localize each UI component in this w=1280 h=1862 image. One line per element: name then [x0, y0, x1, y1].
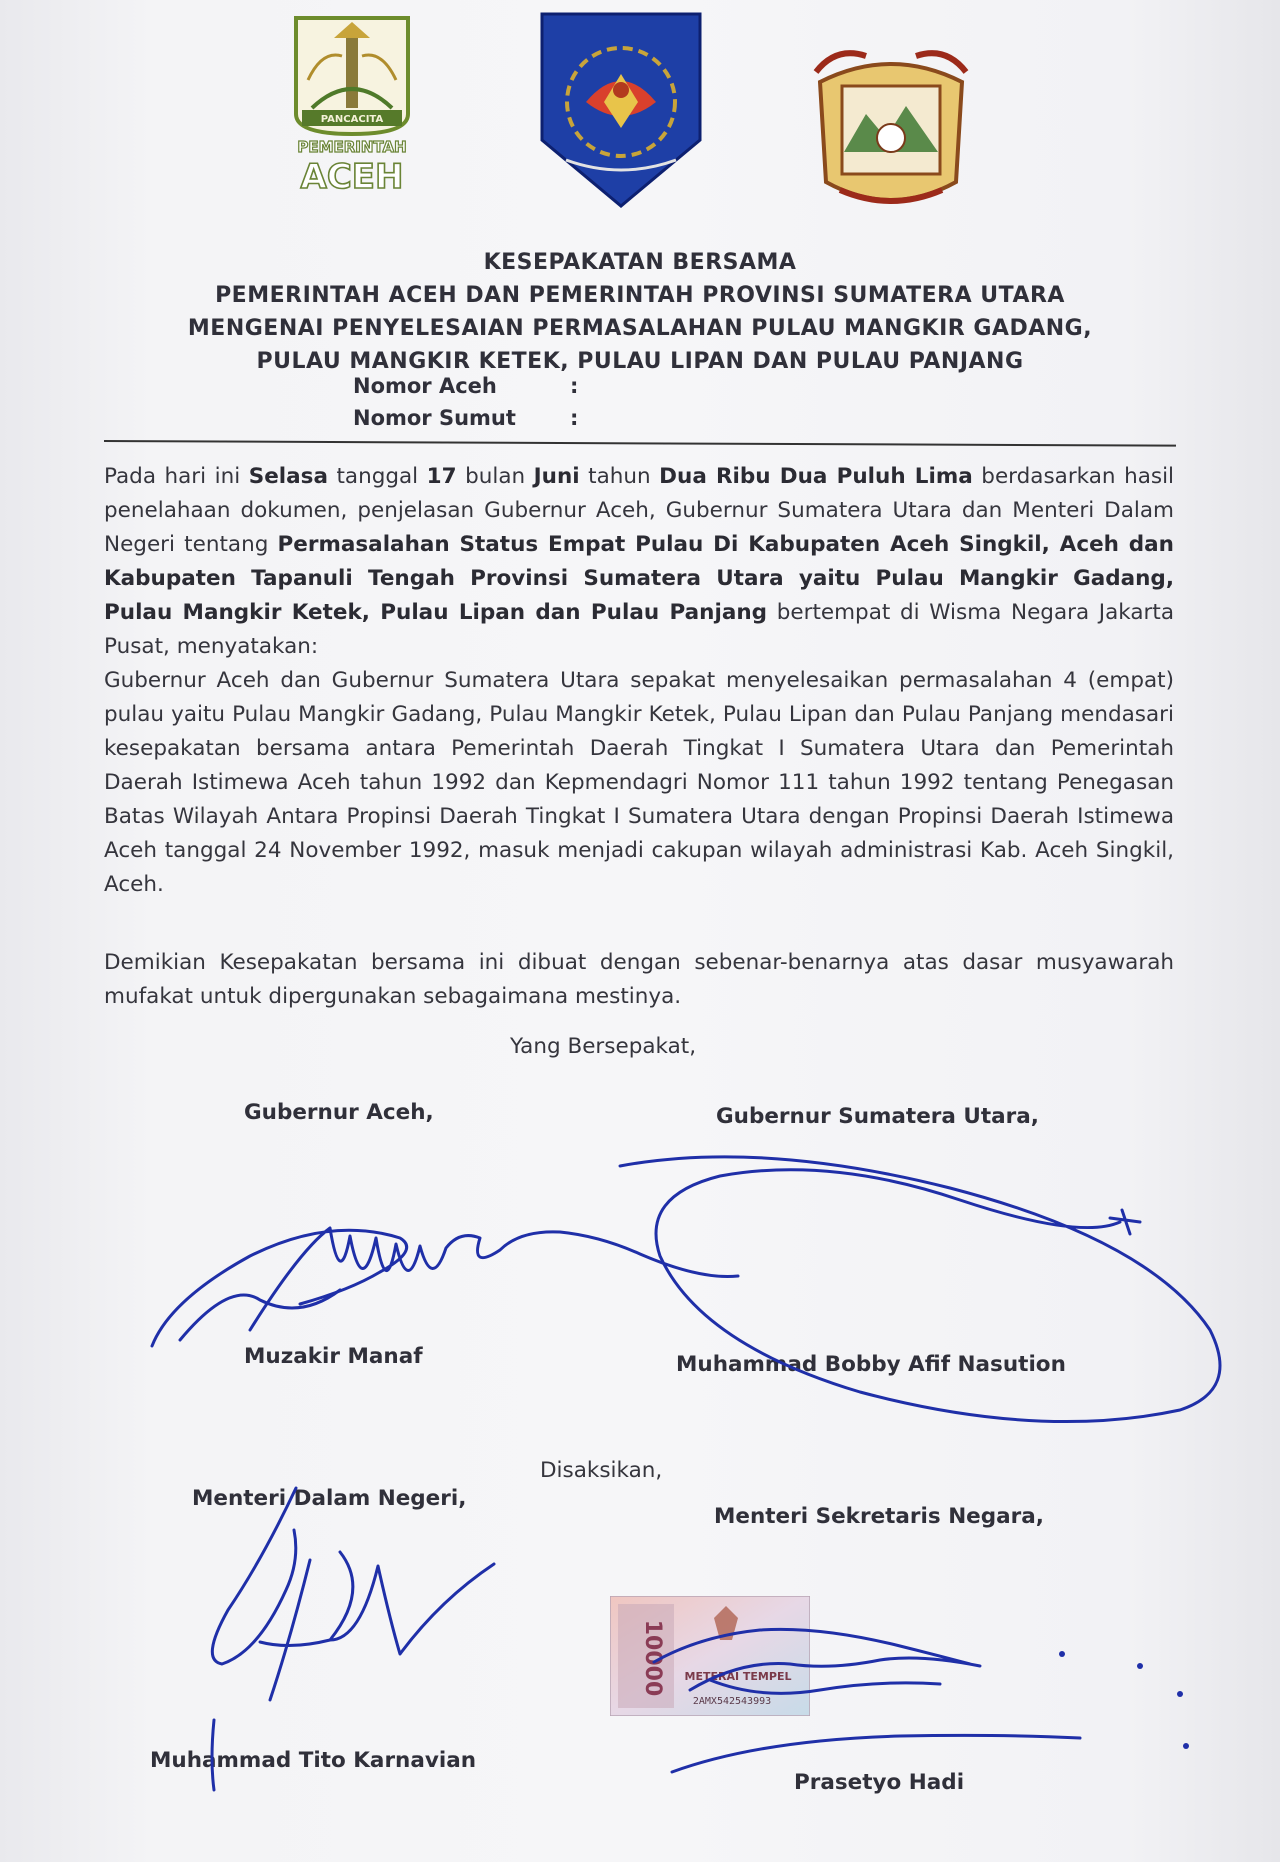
stamp-value: 10000 — [640, 1619, 665, 1697]
nomor-aceh-label: Nomor Aceh — [353, 374, 497, 398]
sumatera-utara-emblem — [806, 42, 976, 218]
meeting-year: Dua Ribu Dua Puluh Lima — [659, 464, 973, 489]
witness-right-title: Menteri Sekretaris Negara, — [714, 1504, 1044, 1529]
closing-paragraph: Demikian Kesepakatan bersama ini dibuat dengan sebenar-benarnya atas dasar musyawarah mufakat untuk dipergunakan sebagaimana mestinya. — [104, 950, 1174, 1009]
title-line-3: MENGENAI PENYELESAIAN PERMASALAHAN PULAU MANGKIR GADANG, — [187, 316, 1093, 341]
agreement-paragraph: Gubernur Aceh dan Gubernur Sumatera Utara sepakat menyelesaikan permasalahan 4 (empat) pulau yaitu Pulau Mangkir Gadang, Pulau Mangkir Ketek, Pulau Lipan dan Pulau Panjang mendasari kesepakatan bersama antara Pemerintah Daerah Tingkat I Sumatera Utara dan Pemerintah Daerah Istimewa Aceh tahun 1992 dan Kepmendagri Nomor 111 tahun 1992 tentang Penegasan Batas Wilayah Antara Propinsi Daerah Tingkat I Sumatera Utara dengan Propinsi Daerah Istimewa Aceh tanggal 24 November 1992, masuk menjadi cakupan wilayah administrasi Kab. Aceh Singkil, Aceh. — [104, 668, 1174, 897]
witness-left-name: Muhammad Tito Karnavian — [150, 1748, 477, 1773]
witness-left-title: Menteri Dalam Negeri, — [192, 1486, 467, 1511]
kemendagri-emblem — [536, 10, 706, 210]
right-signatory-title: Gubernur Sumatera Utara, — [716, 1104, 1039, 1129]
duty-stamp — [610, 1596, 810, 1716]
nomor-sumut-label: Nomor Sumut — [353, 406, 516, 430]
meeting-date: 17 — [426, 464, 457, 489]
title-line-2: PEMERINTAH ACEH DAN PEMERINTAH PROVINSI SUMATERA UTARA — [215, 283, 1065, 308]
left-signatory-title: Gubernur Aceh, — [244, 1100, 434, 1125]
title-line-1: KESEPAKATAN BERSAMA — [483, 250, 797, 275]
title-line-4: PULAU MANGKIR KETEK, PULAU LIPAN DAN PULAU PANJANG — [256, 349, 1024, 374]
nomor-sumut-colon: : — [570, 406, 579, 430]
witness-right-name: Prasetyo Hadi — [794, 1770, 965, 1795]
signature-tito-karnavian — [212, 1488, 494, 1790]
document-title — [100, 246, 1180, 378]
title-divider — [104, 440, 1176, 447]
witness-label: Disaksikan, — [540, 1458, 663, 1483]
closing-salutation: Yang Bersepakat, — [510, 1034, 697, 1059]
logo-text-pancacita: PANCACITA — [320, 114, 384, 125]
meeting-day: Selasa — [248, 464, 328, 489]
nomor-aceh-colon: : — [570, 374, 579, 398]
pemerintah-aceh-logo — [282, 10, 422, 198]
stamp-serial: 2AMX542543993 — [692, 1696, 772, 1707]
logo-text-pemerintah: PEMERINTAH — [297, 138, 407, 156]
left-signatory-name: Muzakir Manaf — [244, 1344, 423, 1369]
opening-paragraph: Pada hari ini Selasa tanggal 17 bulan Juni tahun Dua Ribu Dua Puluh Lima berdasarkan hasil penelahaan dokumen, penjelasan Gubernur Aceh, Gubernur Sumatera Utara dan Menteri Dalam Negeri tentang Permasalahan Status Empat Pulau Di Kabupaten Aceh Singkil, Aceh dan Kabupaten Tapanuli Tengah Provinsi Sumatera Utara yaitu Pulau Mangkir Gadang, Pulau Mangkir Ketek, Pulau Lipan dan Pulau Panjang bertempat di Wisma Negara Jakarta Pusat, menyatakan: — [104, 464, 1175, 659]
right-signatory-name: Muhammad Bobby Afif Nasution — [676, 1352, 1066, 1377]
signature-muzakir-manaf — [152, 1228, 738, 1346]
signature-bobby-nasution — [620, 1157, 1220, 1422]
stamp-label: METERAI TEMPEL — [684, 1670, 792, 1683]
meeting-month: Juni — [533, 464, 580, 489]
agreement-subject: Permasalahan Status Empat Pulau Di Kabupaten Aceh Singkil, Aceh dan Kabupaten Tapanuli Tengah Provinsi Sumatera Utara yaitu Pulau Mangkir Gadang, Pulau Mangkir Ketek, Pulau Lipan dan Pulau Panjang — [104, 532, 1174, 625]
logo-text-aceh: ACEH — [300, 157, 404, 197]
